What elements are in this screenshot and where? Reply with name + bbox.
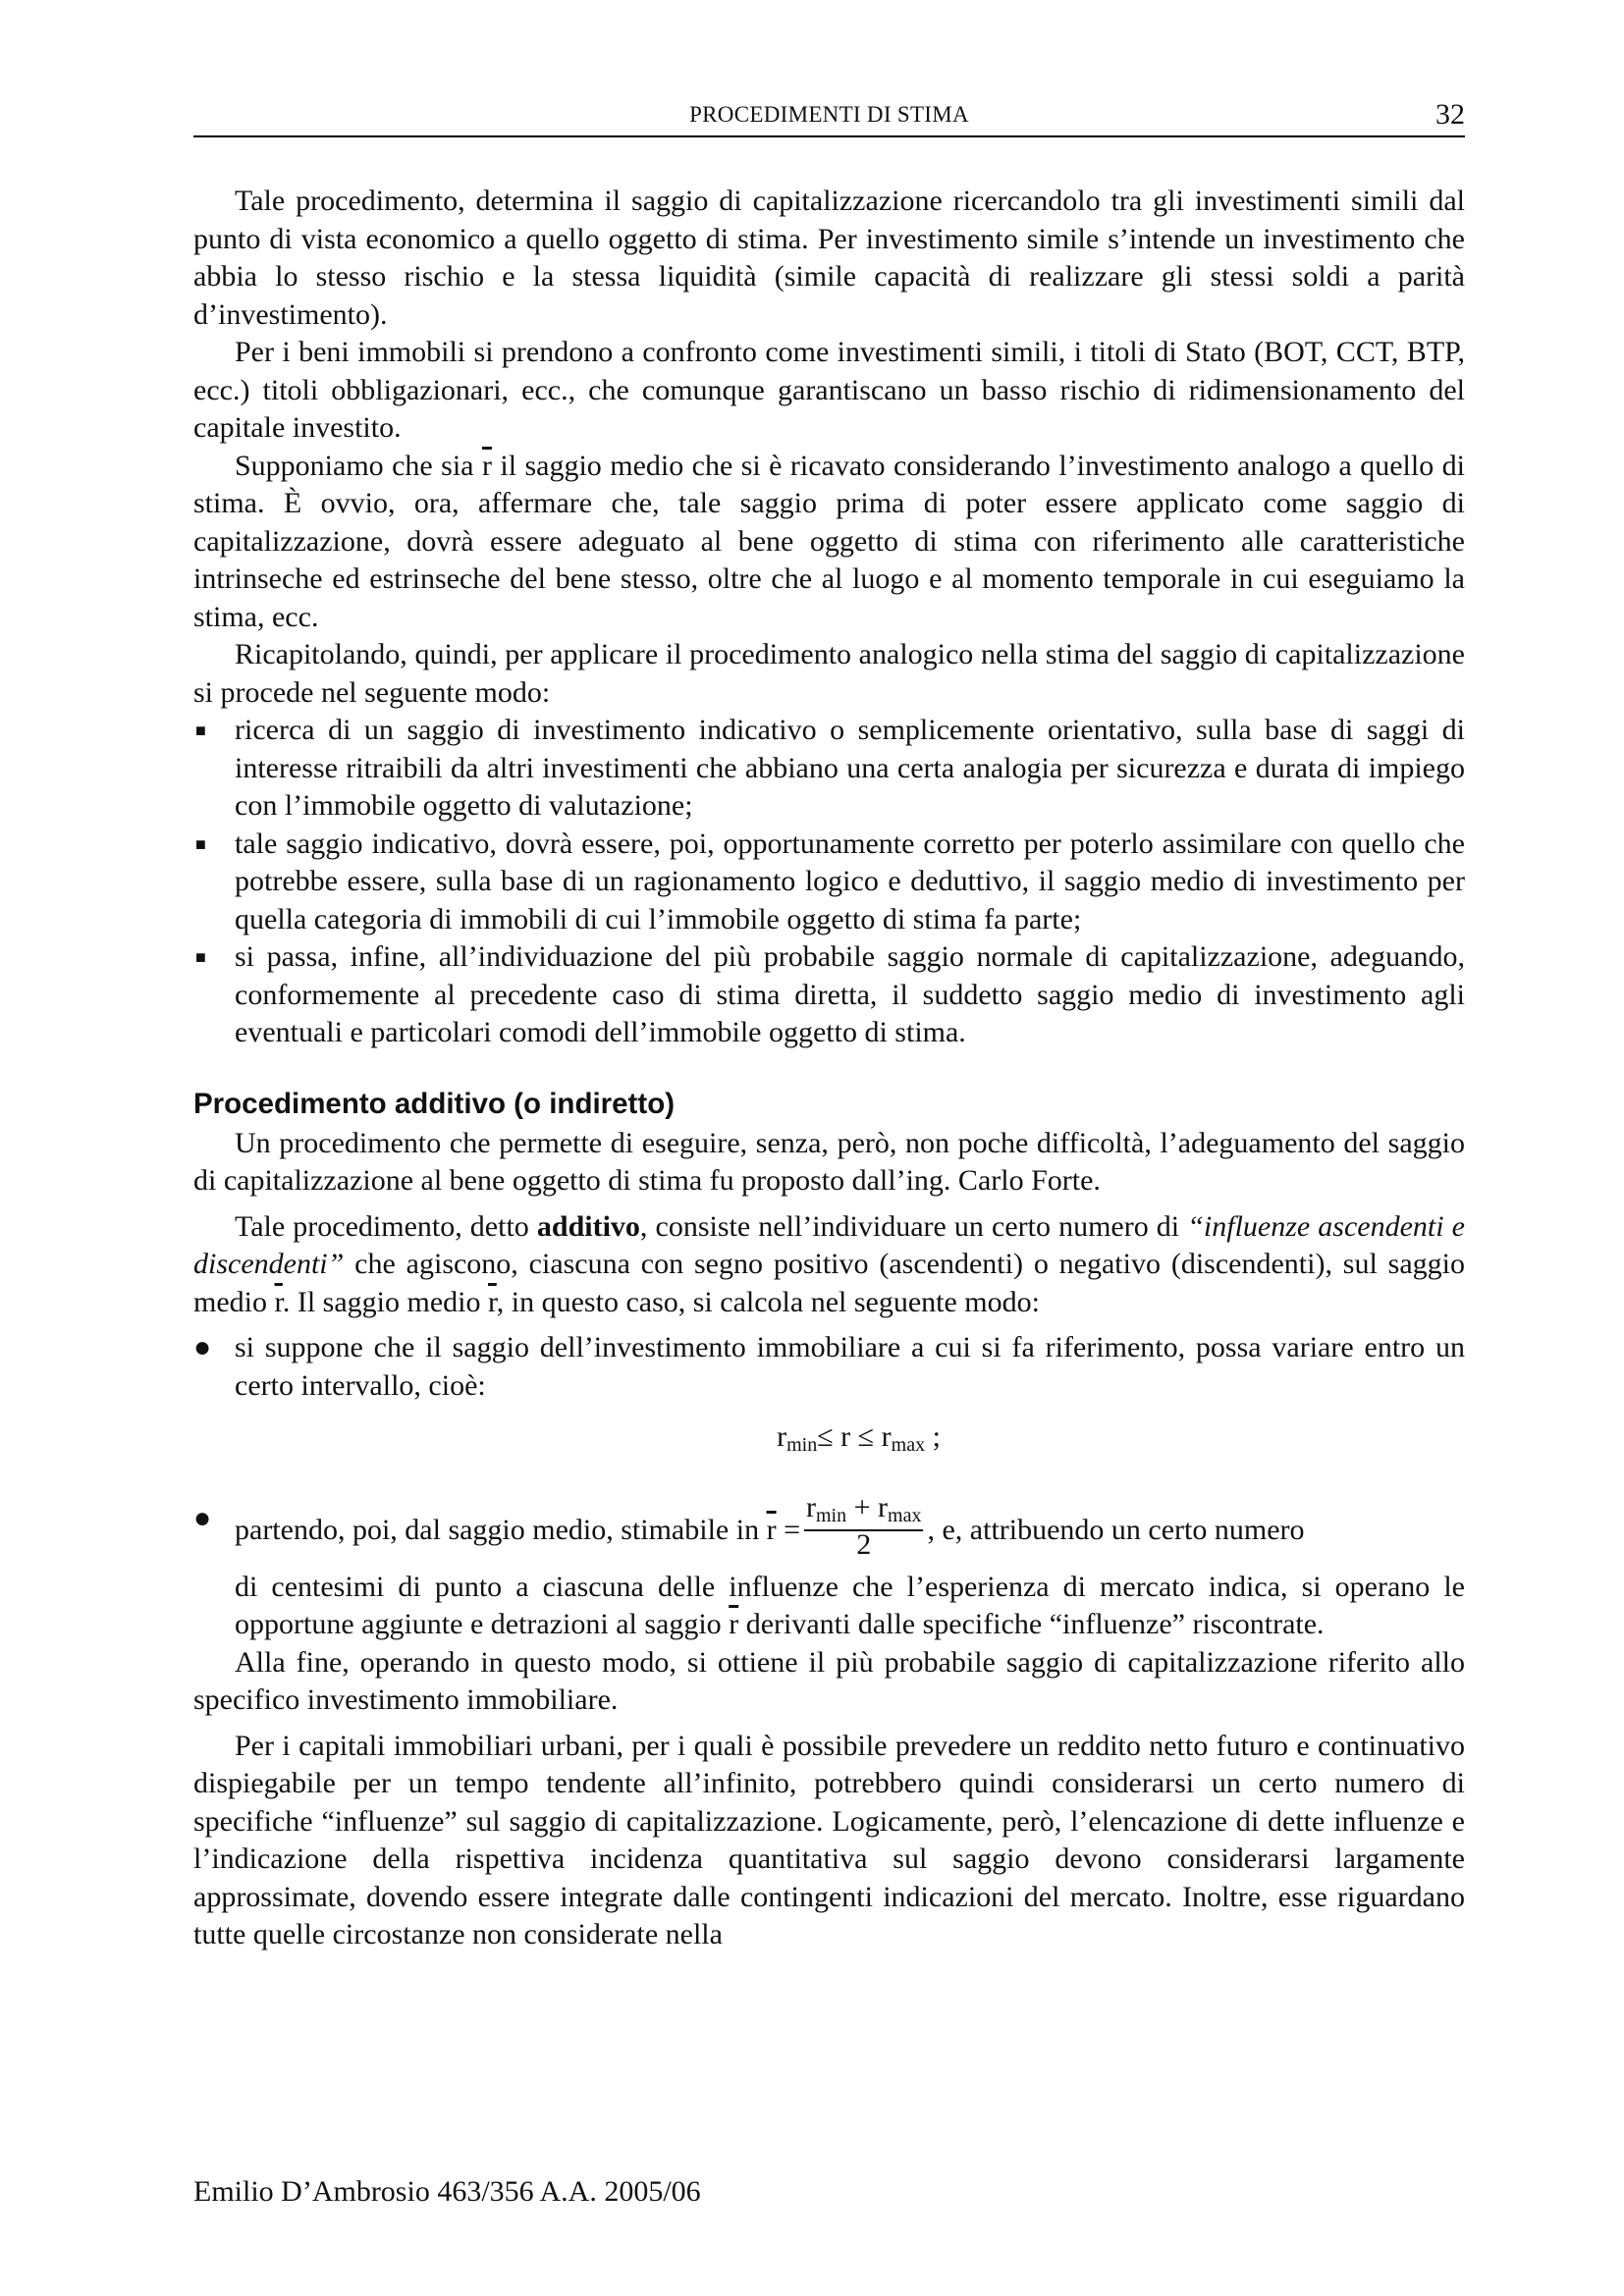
list-item-text: si passa, infine, all’individuazione del più probabile saggio normale di capitalizzazione, adeguando, conformemente al precedente caso di stima diretta, il suddetto saggio medio di investimento agli eventuali e particolari comodi dell’immobile oggetto di stima. xyxy=(235,940,1465,1048)
formula-sub-max: max xyxy=(888,1504,922,1526)
list-item xyxy=(193,938,1465,1052)
square-bullet-icon: ■ xyxy=(195,721,206,740)
formula-sub-max: max xyxy=(891,1434,926,1456)
r-bar-symbol: $\overline{r}$ xyxy=(487,1285,497,1318)
paragraph-text: Supponiamo che sia xyxy=(235,449,482,482)
formula-le: ≤ xyxy=(857,1420,875,1453)
formula-end: ; xyxy=(932,1420,941,1453)
formula-plus: + xyxy=(853,1490,871,1523)
paragraph: Tale procedimento, determina il saggio di capitalizzazione ricercandolo tra gli investimenti simili dal punto di vista economico a quello oggetto di stima. Per investimento simile s’intende un investimento che abbia lo stesso rischio e la stessa liquidità (simile capacità di realizzare gli stessi soldi a parità d’investimento). xyxy=(193,185,1465,331)
list-item xyxy=(193,1490,1465,1644)
paragraph-text: . Il saggio medio xyxy=(282,1285,488,1318)
page-footer: Emilio D’Ambrosio 463/356 A.A. 2005/06 xyxy=(193,2175,701,2208)
square-bullet-icon: ■ xyxy=(195,833,206,854)
formula-r: r xyxy=(806,1490,816,1523)
section-heading: Procedimento additivo (o indiretto) xyxy=(193,1087,676,1120)
list-item xyxy=(193,712,1465,826)
paragraph: Un procedimento che permette di eseguire, senza, però, non poche difficoltà, l’adeguamento del saggio di capitalizzazione al bene oggetto di stima fu proposto dall’ing. Carlo Forte. xyxy=(193,1126,1465,1197)
paragraph-text: il saggio medio che si è ricavato considerando l’investimento analogo a quello di stima. È ovvio, ora, affermare che, tale saggio prima di poter essere applicato come saggio di capitalizzazione, dovrà essere adeguato al bene oggetto di stima con riferimento alle caratteristiche intrinseche ed estrinseche del bene stesso, oltre che al luogo e al momento temporale in cui eseguiamo la stima, ecc. xyxy=(193,449,1465,633)
fraction-denominator: 2 xyxy=(856,1527,872,1561)
list-item-text: tale saggio indicativo, dovrà essere, poi, opportunamente corretto per poterlo assimilare con quello che potrebbe essere, sulla base di un ragionamento logico e deduttivo, il saggio medio di investimento per quella categoria di immobili di cui l’immobile oggetto di stima fa parte; xyxy=(235,827,1465,935)
paragraph-text: Per i beni immobili si prendono a confronto come investimenti simili, i titoli di Stato (BOT, CCT, BTP, ecc.) titoli obbligazionari, ecc., che comunque garantiscano un basso rischio di ridimensionamento del capitale investito. xyxy=(193,336,1465,444)
header-title: PROCEDIMENTI DI STIMA xyxy=(689,102,969,127)
r-bar-symbol: $\overline{r}$ xyxy=(481,449,492,482)
page-number: 32 xyxy=(1435,98,1465,131)
round-bullet-icon: ● xyxy=(193,1331,212,1363)
formula-r: r xyxy=(840,1420,851,1453)
page-body xyxy=(193,183,1465,1954)
list-item-continuation xyxy=(235,1569,1465,1644)
formula-r: r xyxy=(881,1420,892,1453)
fraction-numerator xyxy=(804,1490,923,1531)
formula-sub-min: min xyxy=(786,1434,818,1456)
round-bullet-icon: ● xyxy=(193,1501,212,1534)
additive-steps-list xyxy=(193,1329,1465,1405)
list-item-text: ricerca di un saggio di investimento indicativo o semplicemente orientativo, sulla base di saggi di interesse ritraibili da altri investimenti che abbiano una certa analogia per sicurezza e durata di impiego con l’immobile oggetto di valutazione; xyxy=(235,714,1465,822)
analog-steps-list xyxy=(193,712,1465,1052)
formula-r: r xyxy=(878,1490,889,1523)
paragraph: Per i capitali immobiliari urbani, per i quali è possibile prevedere un reddito netto futuro e continuativo dispiegabile per un tempo tendente all’infinito, potrebbero quindi considerarsi un certo numero di specifiche “influenze” sul saggio di capitalizzazione. Logicamente, però, l’elencazione di dette influenze e l’indicazione della rispettiva incidenza quantitativa sul saggio devono considerarsi largamente approssimate, dovendo essere integrate dalle contingenti indicazioni del mercato. Inoltre, esse riguardano tutte quelle circostanze non considerate nella xyxy=(193,1729,1465,1950)
r-bar-symbol: $\overline{r}$ xyxy=(766,1513,777,1546)
list-item xyxy=(193,826,1465,939)
additive-steps-list-2 xyxy=(193,1490,1465,1644)
r-bar-symbol: $\overline{r}$ xyxy=(274,1285,283,1318)
formula-le: ≤ xyxy=(817,1420,834,1453)
paragraph xyxy=(193,448,1465,637)
formula-r: r xyxy=(777,1420,787,1453)
paragraph: Alla fine, operando in questo modo, si ottiene il più probabile saggio di capitalizzazione riferito allo specifico investimento immobiliare. xyxy=(193,1645,1465,1716)
list-item-text: si suppone che il saggio dell’investimento immobiliare a cui si fa riferimento, possa variare entro un certo intervallo, cioè: xyxy=(235,1331,1465,1402)
list-item xyxy=(193,1329,1465,1405)
list-item-text: partendo, poi, dal saggio medio, stimabile in xyxy=(235,1513,767,1546)
list-item-text: , e, attribuendo un certo numero xyxy=(927,1513,1305,1546)
r-bar-symbol: $\overline{r}$ xyxy=(729,1608,739,1640)
paragraph xyxy=(193,334,1465,448)
list-item-text: di centesimi di punto a ciascuna delle influenze che l’esperienza di mercato indica, si operano le opportune aggiunte e detrazioni al saggio xyxy=(235,1570,1465,1640)
paragraph-text: Tale procedimento, detto xyxy=(235,1209,537,1243)
mean-formula-fraction xyxy=(804,1490,923,1561)
list-item-text: derivanti dalle specifiche “influenze” riscontrate. xyxy=(738,1608,1325,1640)
bold-term: additivo xyxy=(536,1209,640,1243)
paragraph-text: che agiscono, ciascuna con segno positivo (ascendenti) o negativo (discendenti), sul saggio medio xyxy=(193,1248,1465,1318)
page-header xyxy=(193,98,1465,137)
paragraph-text: , in questo caso, si calcola nel seguente modo: xyxy=(496,1285,1040,1318)
square-bullet-icon: ■ xyxy=(195,947,206,967)
italic-quote: “influenze ascendenti e discendenti” xyxy=(193,1209,1465,1280)
paragraph: Ricapitolando, quindi, per applicare il procedimento analogico nella stima del saggio di capitalizzazione si procede nel seguente modo: xyxy=(193,638,1465,709)
formula-sub-min: min xyxy=(816,1504,847,1526)
paragraph-text: , consiste nell’individuare un certo numero di xyxy=(639,1209,1188,1243)
formula-eq: = xyxy=(784,1513,800,1546)
range-formula xyxy=(193,1418,1465,1465)
paragraph xyxy=(193,1208,1465,1322)
